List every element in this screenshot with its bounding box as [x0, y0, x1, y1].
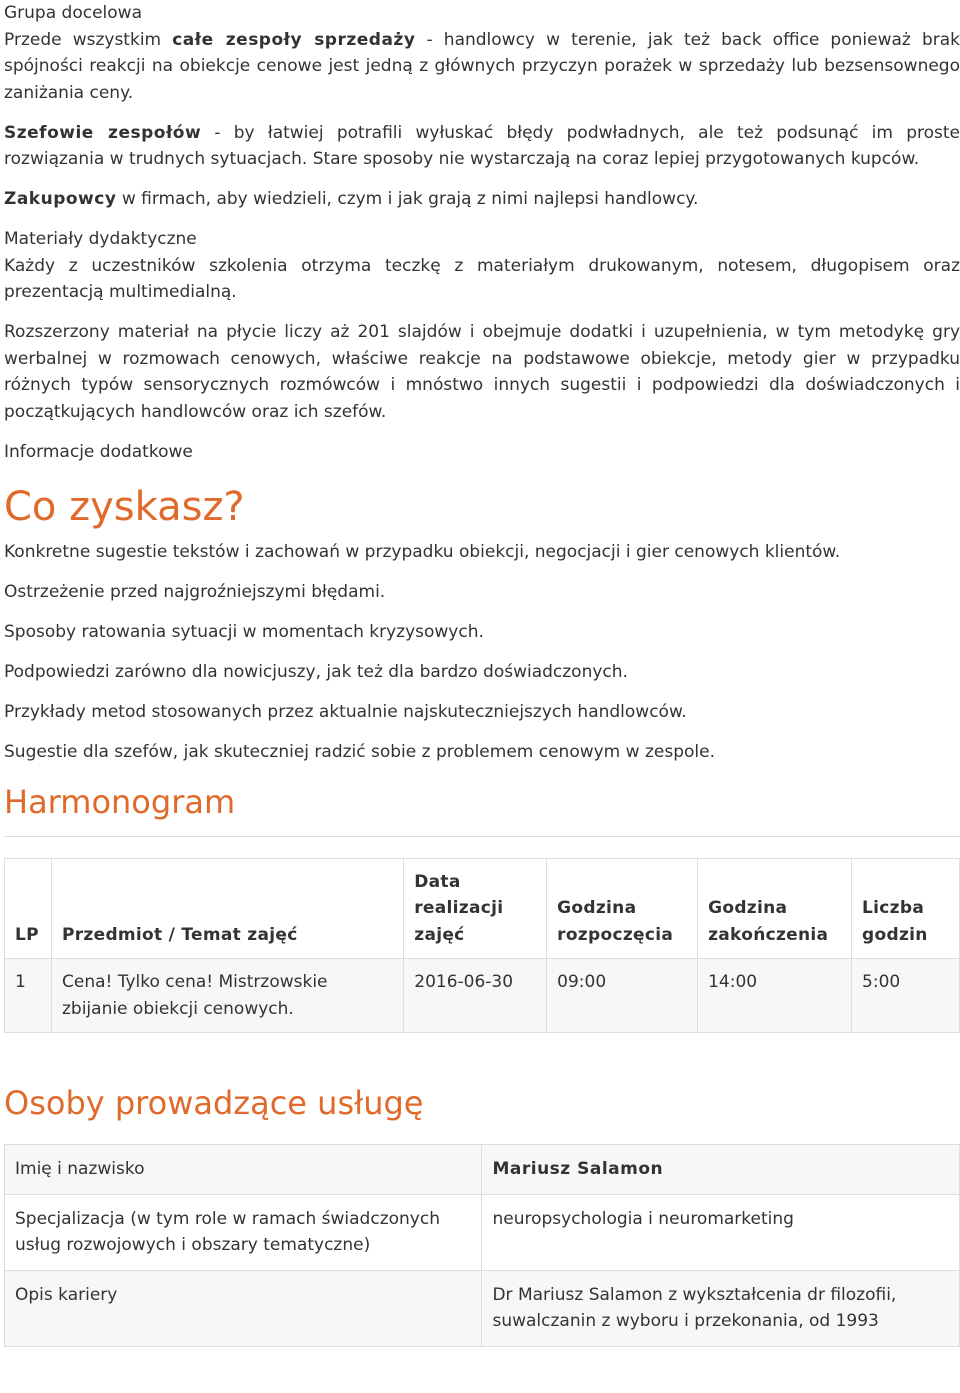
gains-item: Ostrzeżenie przed najgroźniejszymi błędami. — [4, 582, 386, 602]
gains-item: Konkretne sugestie tekstów i zachowań w przypadku obiekcji, negocjacji i gier cenowych klientów. — [4, 542, 841, 562]
persons-label: Imię i nazwisko — [5, 1145, 482, 1195]
schedule-header-start: Godzina rozpoczęcia — [547, 858, 698, 959]
schedule-title: Harmonogram — [4, 782, 236, 821]
gains-item: Sugestie dla szefów, jak skuteczniej radzić sobie z problemem cenowym w zespole. — [4, 742, 715, 762]
materials-section — [4, 226, 960, 425]
table-row — [5, 1270, 960, 1346]
target-group-p1-rest: - handlowcy w terenie, jak też back office ponieważ brak spójności reakcji na obiekcje cenowe jest jedną z głównych przyczyn porażek w sprzedaży lub bezsensownego zaniżania ceny. — [4, 29, 960, 103]
persons-label: Specjalizacja (w tym role w ramach świadczonych usług rozwojowych i obszary tematyczne) — [5, 1194, 482, 1270]
schedule-cell-start: 09:00 — [547, 959, 698, 1033]
materials-heading: Materiały dydaktyczne — [4, 229, 197, 249]
persons-value: Dr Mariusz Salamon z wykształcenia dr filozofii, suwalczanin z wyboru i przekonania, od 1993 — [482, 1270, 960, 1346]
materials-paragraph-1: Każdy z uczestników szkolenia otrzyma teczkę z materiałym drukowanym, notesem, długopisem oraz prezentacją multimedialną. — [4, 255, 960, 302]
gains-item: Podpowiedzi zarówno dla nowicjuszy, jak też dla bardzo doświadczonych. — [4, 662, 628, 682]
schedule-cell-lp: 1 — [5, 959, 52, 1033]
materials-paragraph-2: Rozszerzony materiał na płycie liczy aż 201 slajdów i obejmuje dodatki i uzupełnienia, w tym metodykę gry werbalnej w rozmowach cenowych, właściwe reakcje na podstawowe obiekcje, metody gier w przypadku różnych typów sensorycznych rozmówców i mnóstwo innych sugestii i podpowiedzi dla doświadczonych i początkujących handlowców oraz ich szefów. — [4, 322, 960, 422]
persons-value: neuropsychologia i neuromarketing — [482, 1194, 960, 1270]
schedule-header-date: Data realizacji zajęć — [404, 858, 547, 959]
document-page — [4, 0, 960, 1393]
gains-item: Sposoby ratowania sytuacji w momentach kryzysowych. — [4, 622, 484, 642]
schedule-header-row — [5, 858, 960, 959]
target-group-paragraph-leaders — [4, 120, 960, 173]
schedule-cell-subject: Cena! Tylko cena! Mistrzowskie zbijanie obiekcji cenowych. — [51, 959, 403, 1033]
persons-value — [482, 1145, 960, 1195]
target-group-paragraph-teams — [4, 27, 960, 107]
schedule-cell-date: 2016-06-30 — [404, 959, 547, 1033]
gains-title: Co zyskasz? — [4, 484, 245, 530]
table-row — [5, 1194, 960, 1270]
additional-info-heading: Informacje dodatkowe — [4, 441, 193, 462]
schedule-header-hours: Liczba godzin — [852, 858, 960, 959]
target-group-section — [4, 0, 960, 213]
schedule-table — [4, 858, 960, 1034]
schedule-cell-hours: 5:00 — [852, 959, 960, 1033]
target-group-p2-rest: - by łatwiej potrafili wyłuskać błędy podwładnych, ale też podsunąć im proste rozwiązania w trudnych sytuacjach. Stare sposoby nie wystarczają na coraz lepiej przygotowanych kupców. — [4, 122, 960, 169]
persons-table — [4, 1144, 960, 1347]
table-row — [5, 959, 960, 1033]
target-group-p3-rest: w firmach, aby wiedzieli, czym i jak grają z nimi najlepsi handlowcy. — [116, 189, 699, 209]
target-group-p2-bold: Szefowie zespołów — [4, 122, 202, 143]
persons-label: Opis kariery — [5, 1270, 482, 1346]
target-group-p3-bold: Zakupowcy — [4, 189, 117, 209]
schedule-divider — [4, 836, 960, 837]
target-group-p1-intro: Przede wszystkim — [4, 29, 173, 50]
target-group-p1-bold: całe zespoły sprzedaży — [172, 29, 416, 50]
schedule-header-end: Godzina zakończenia — [698, 858, 852, 959]
persons-name: Mariusz Salamon — [492, 1159, 664, 1179]
target-group-paragraph-buyers — [4, 186, 960, 213]
schedule-header-subject: Przedmiot / Temat zajęć — [51, 858, 403, 959]
gains-section — [4, 465, 960, 766]
schedule-header-lp: LP — [5, 858, 52, 959]
target-group-heading: Grupa docelowa — [4, 3, 142, 23]
gains-item: Przykłady metod stosowanych przez aktualnie najskuteczniejszych handlowców. — [4, 702, 687, 722]
table-row — [5, 1145, 960, 1195]
schedule-section — [4, 766, 960, 1034]
persons-section — [4, 1083, 960, 1347]
persons-title: Osoby prowadzące usługę — [4, 1084, 424, 1122]
schedule-cell-end: 14:00 — [698, 959, 852, 1033]
